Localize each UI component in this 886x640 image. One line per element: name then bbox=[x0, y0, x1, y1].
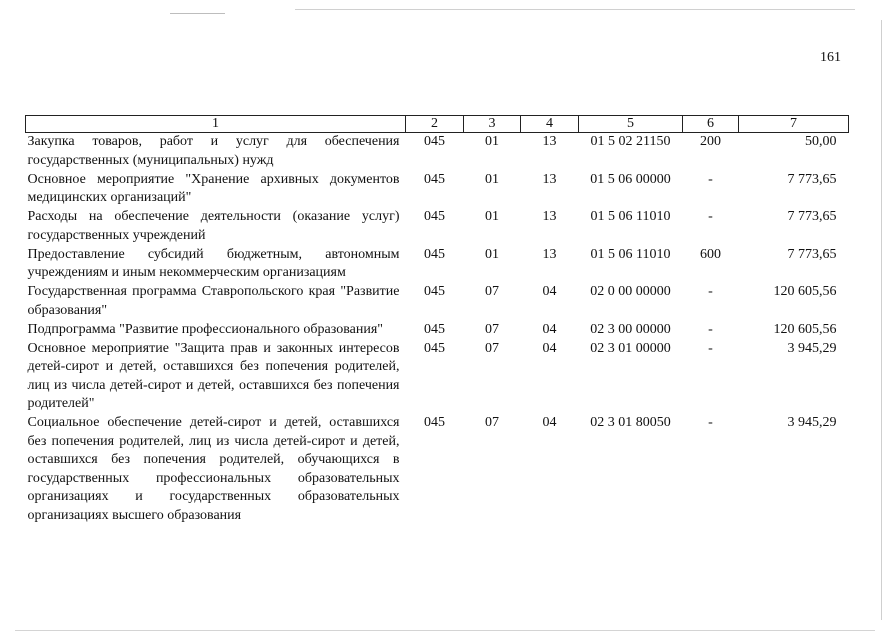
ministry-code: 045 bbox=[424, 415, 445, 430]
section-code: 01 bbox=[485, 246, 499, 262]
expense-type-code: - bbox=[708, 321, 713, 337]
section-code: 07 bbox=[485, 415, 499, 430]
subsection-code: 04 bbox=[542, 321, 557, 337]
column-header-4: 4 bbox=[521, 116, 579, 133]
table-row bbox=[26, 340, 849, 415]
expense-type-code: 200 bbox=[700, 134, 721, 149]
target-article-code: 01 5 02 21150 bbox=[590, 134, 671, 149]
column-header-7: 7 bbox=[739, 116, 849, 133]
header-row bbox=[26, 116, 849, 133]
ministry-code: 045 bbox=[424, 284, 445, 299]
subsection-code: 13 bbox=[542, 246, 557, 262]
table-row bbox=[26, 283, 849, 321]
target-article-code: 01 5 06 11010 bbox=[590, 246, 671, 262]
page-number: 161 bbox=[820, 50, 841, 65]
row-name: Подпрограмма "Развитие профессионального образования" bbox=[27, 321, 383, 337]
scan-edge-line-right bbox=[881, 20, 882, 620]
ministry-code: 045 bbox=[424, 209, 445, 224]
table-row bbox=[26, 171, 849, 209]
amount: 3 945,29 bbox=[787, 340, 837, 356]
target-article-code: 02 3 00 00000 bbox=[590, 321, 671, 337]
amount: 50,00 bbox=[805, 134, 837, 149]
section-code: 01 bbox=[485, 134, 499, 149]
table-row bbox=[26, 208, 849, 246]
table-row bbox=[26, 133, 849, 171]
column-header-5: 5 bbox=[579, 116, 683, 133]
section-code: 07 bbox=[485, 340, 499, 356]
expense-type-code: - bbox=[708, 284, 713, 299]
subsection-code: 13 bbox=[542, 134, 557, 149]
amount: 7 773,65 bbox=[787, 209, 837, 224]
amount: 3 945,29 bbox=[787, 415, 837, 430]
target-article-code: 02 3 01 80050 bbox=[590, 415, 671, 430]
expense-type-code: - bbox=[708, 340, 713, 356]
column-header-3: 3 bbox=[464, 116, 521, 133]
amount: 7 773,65 bbox=[787, 246, 837, 262]
row-name: Основное мероприятие "Хранение архивных документов медицинских организаций" bbox=[27, 171, 400, 205]
expense-type-code: 600 bbox=[700, 246, 721, 262]
column-header-1: 1 bbox=[26, 116, 406, 133]
ministry-code: 045 bbox=[424, 321, 445, 337]
ministry-code: 045 bbox=[424, 340, 445, 356]
section-code: 07 bbox=[485, 321, 499, 337]
expense-type-code: - bbox=[708, 209, 713, 224]
subsection-code: 04 bbox=[542, 340, 557, 356]
scan-edge-line-top-left bbox=[170, 13, 225, 14]
subsection-code: 13 bbox=[542, 209, 557, 224]
ministry-code: 045 bbox=[424, 171, 445, 187]
row-name: Основное мероприятие "Защита прав и законных интересов детей-сирот и детей, оставшихся без попечения родителей, лиц из числа детей-сирот и детей, оставшихся без попечения родителей" bbox=[27, 340, 400, 411]
target-article-code: 01 5 06 00000 bbox=[590, 171, 671, 187]
row-name: Закупка товаров, работ и услуг для обеспечения государственных (муниципальных) нужд bbox=[27, 134, 400, 168]
amount: 7 773,65 bbox=[787, 171, 837, 187]
ministry-code: 045 bbox=[424, 134, 445, 149]
column-header-2: 2 bbox=[406, 116, 464, 133]
amount: 120 605,56 bbox=[773, 284, 837, 299]
subsection-code: 04 bbox=[542, 415, 557, 430]
table-row bbox=[26, 321, 849, 340]
amount: 120 605,56 bbox=[773, 321, 837, 337]
row-name: Расходы на обеспечение деятельности (оказание услуг) государственных учреждений bbox=[27, 209, 400, 243]
subsection-code: 04 bbox=[542, 284, 557, 299]
expense-type-code: - bbox=[708, 415, 713, 430]
section-code: 07 bbox=[485, 284, 499, 299]
section-code: 01 bbox=[485, 209, 499, 224]
row-name: Социальное обеспечение детей-сирот и детей, оставшихся без попечения родителей, лиц из числа детей-сирот и детей, оставшихся без попечения родителей, обучающихся в государственных профессиональных образовательных организациях и государственных образовательных организациях высшего образования bbox=[27, 415, 400, 523]
target-article-code: 01 5 06 11010 bbox=[590, 209, 671, 224]
ministry-code: 045 bbox=[424, 246, 445, 262]
row-name: Предоставление субсидий бюджетным, автономным учреждениям и иным некоммерческим организациям bbox=[27, 246, 400, 280]
column-header-6: 6 bbox=[683, 116, 739, 133]
budget-table bbox=[25, 115, 849, 526]
scan-edge-line-bottom bbox=[15, 630, 875, 631]
row-name: Государственная программа Ставропольского края "Развитие образования" bbox=[27, 284, 400, 318]
table-row bbox=[26, 414, 849, 526]
target-article-code: 02 3 01 00000 bbox=[590, 340, 671, 356]
table-row bbox=[26, 246, 849, 284]
subsection-code: 13 bbox=[542, 171, 557, 187]
section-code: 01 bbox=[485, 171, 499, 187]
scan-edge-line-top-right bbox=[295, 9, 855, 10]
target-article-code: 02 0 00 00000 bbox=[590, 284, 671, 299]
expense-type-code: - bbox=[708, 171, 713, 187]
